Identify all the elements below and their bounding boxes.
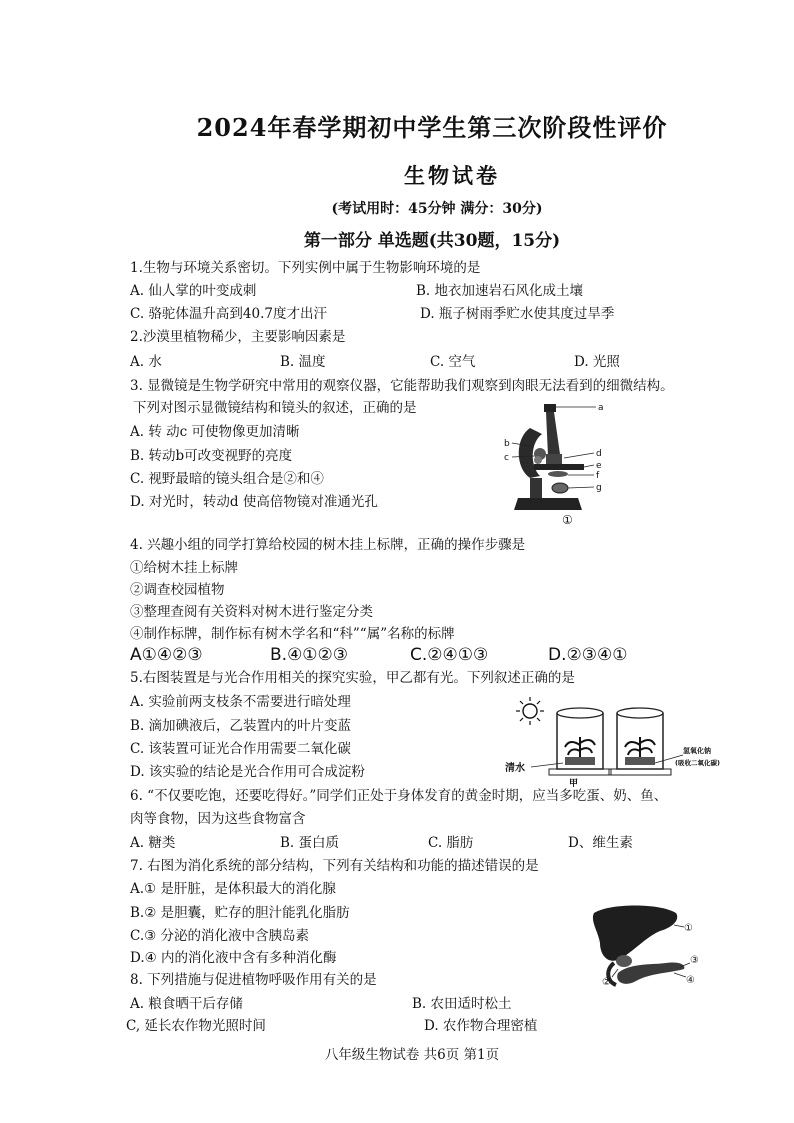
q8-option-a: A. 粮食晒干后存储 (130, 996, 243, 1012)
q2-option-a: A. 水 (130, 354, 162, 370)
question-8-stem: 8. 下列措施与促进植物呼吸作用有关的是 (130, 972, 377, 988)
q4-step-1: ①给树木挂上标牌 (130, 560, 238, 576)
digestive-label-3: ③ (690, 955, 699, 966)
q7-option-a: A.① 是肝脏，是体积最大的消化腺 (130, 881, 336, 897)
question-1-options-row1 (130, 281, 690, 301)
question-5-stem: 5.右图装置是与光合作用相关的探究实验，甲乙都有光。下列叙述正确的是 (130, 670, 575, 686)
section-heading: 第一部分 单选题(共30题，15分) (303, 231, 561, 251)
q4-option-d: D.②③④① (548, 645, 628, 665)
q5-option-d: D. 该实验的结论是光合作用可合成淀粉 (130, 764, 365, 780)
question-7-stem: 7. 右图为消化系统的部分结构，下列有关结构和功能的描述错误的是 (130, 858, 539, 874)
microscope-label-g: g (596, 483, 602, 493)
page-footer: 八年级生物试卷 共6页 第1页 (324, 1047, 500, 1063)
label-jia: 甲 (569, 779, 579, 789)
q5-option-b: B. 滴加碘液后，乙装置内的叶片变蓝 (130, 718, 352, 734)
subject-title: 生物试卷 (404, 163, 500, 188)
digestive-label-2: ② (602, 977, 611, 988)
q4-step-4: ④制作标牌，制作标有树木学名和“科”“属”名称的标牌 (130, 626, 455, 642)
q6-option-b: B. 蛋白质 (280, 835, 340, 851)
digestive-label-1: ① (684, 923, 693, 934)
q7-option-d: D.④ 内的消化液中含有多种消化酶 (130, 950, 337, 966)
photosynthesis-experiment-figure (505, 693, 735, 788)
microscope-pillar (530, 478, 542, 498)
question-4-stem: 4. 兴趣小组的同学打算给校园的树木挂上标牌，正确的操作步骤是 (130, 537, 526, 553)
q1-option-d: D. 瓶子树雨季贮水使其度过旱季 (420, 306, 615, 322)
question-6-options (130, 833, 690, 853)
q7-option-c: C.③ 分泌的消化液中含胰岛素 (130, 928, 310, 944)
q8-option-b: B. 农田适时松土 (412, 996, 512, 1012)
question-3-stem-line1: 3. 显微镜是生物学研究中常用的观察仪器，它能帮助我们观察到肉眼无法看到的细微结构。 (130, 378, 674, 394)
label-naoh: 氢氧化钠 (683, 747, 711, 755)
q3-option-a: A. 转 动c 可使物像更加清晰 (130, 424, 300, 440)
microscope-label-e: e (596, 461, 602, 471)
microscope-fine-knob (534, 456, 542, 464)
question-2-options (130, 352, 690, 372)
digestive-label-4: ④ (686, 975, 695, 986)
sun-icon (516, 697, 544, 725)
exam-info: (考试用时：45分钟 满分：30分) (331, 201, 543, 217)
question-8-options-row1 (130, 994, 690, 1014)
q3-option-c: C. 视野最暗的镜头组合是②和④ (130, 471, 324, 487)
q6-option-a: A. 糖类 (130, 835, 176, 851)
gallbladder-shape (616, 955, 632, 967)
question-1-stem: 1.生物与环境关系密切。下列实例中属于生物影响环境的是 (130, 260, 481, 276)
question-3-stem-line2: 下列对图示显微镜结构和镜头的叙述，正确的是 (133, 400, 417, 416)
q1-option-a: A. 仙人掌的叶变成刺 (130, 283, 257, 299)
liver-shape (593, 906, 677, 961)
q5-option-c: C. 该装置可证光合作用需要二氧化碳 (130, 741, 351, 757)
microscope-mirror (552, 483, 568, 493)
q8-option-c: C, 延长农作物光照时间 (126, 1018, 266, 1034)
q4-option-a: A①④②③ (130, 645, 203, 665)
question-6-stem-line2: 肉等食物，因为这些食物富含 (130, 811, 306, 827)
microscope-figure (500, 398, 620, 528)
microscope-objectives (546, 454, 562, 464)
question-1-options-row2 (130, 304, 690, 324)
microscope-label-a: a (598, 403, 604, 413)
microscope-label-f: f (596, 471, 600, 481)
q3-option-b: B. 转动b可改变视野的亮度 (130, 448, 293, 464)
exam-title: 2024年春学期初中学生第三次阶段性评价 (196, 113, 668, 142)
q2-option-c: C. 空气 (430, 354, 476, 370)
q4-step-3: ③整理查阅有关资料对树木进行鉴定分类 (130, 604, 373, 620)
q6-option-c: C. 脂肪 (428, 835, 474, 851)
q6-option-d: D、维生素 (568, 835, 633, 851)
question-2-stem: 2.沙漠里植物稀少，主要影响因素是 (130, 329, 346, 345)
microscope-condenser (548, 471, 568, 477)
jar-jia (549, 708, 611, 775)
microscope-tube (546, 412, 560, 456)
q5-option-a: A. 实验前两支枝条不需要进行暗处理 (130, 694, 351, 710)
jar-yi (609, 708, 671, 775)
q1-option-b: B. 地衣加速岩石风化成土壤 (416, 283, 584, 299)
q8-option-d: D. 农作物合理密植 (424, 1018, 538, 1034)
microscope-stage (534, 464, 584, 470)
digestive-organs-figure (590, 903, 710, 988)
microscope-label-d: d (596, 449, 602, 459)
q2-option-b: B. 温度 (280, 354, 326, 370)
microscope-label-1: ① (562, 513, 573, 527)
q4-step-2: ②调查校园植物 (130, 582, 225, 598)
question-6-stem-line1: 6. “不仅要吃饱，还要吃得好。”同学们正处于身体发育的黄金时期，应当多吃蛋、奶、鱼、 (130, 788, 668, 804)
q4-option-b: B.④①②③ (270, 645, 349, 665)
question-8-options-row2 (126, 1016, 686, 1036)
microscope-base (514, 498, 582, 510)
q1-option-c: C. 骆驼体温升高到40.7度才出汗 (130, 306, 327, 322)
label-water: 清水 (505, 763, 525, 774)
label-absorb-co2: (吸收二氧化碳) (675, 759, 720, 767)
q7-option-b: B.② 是胆囊，贮存的胆汁能乳化脂肪 (130, 905, 350, 921)
q3-option-d: D. 对光时，转动d 使高倍物镜对准通光孔 (130, 494, 378, 510)
microscope-label-b: b (504, 439, 510, 449)
q2-option-d: D. 光照 (574, 354, 620, 370)
q4-option-c: C.②④①③ (410, 645, 489, 665)
microscope-eyepiece (544, 404, 556, 412)
microscope-label-c: c (504, 453, 509, 463)
